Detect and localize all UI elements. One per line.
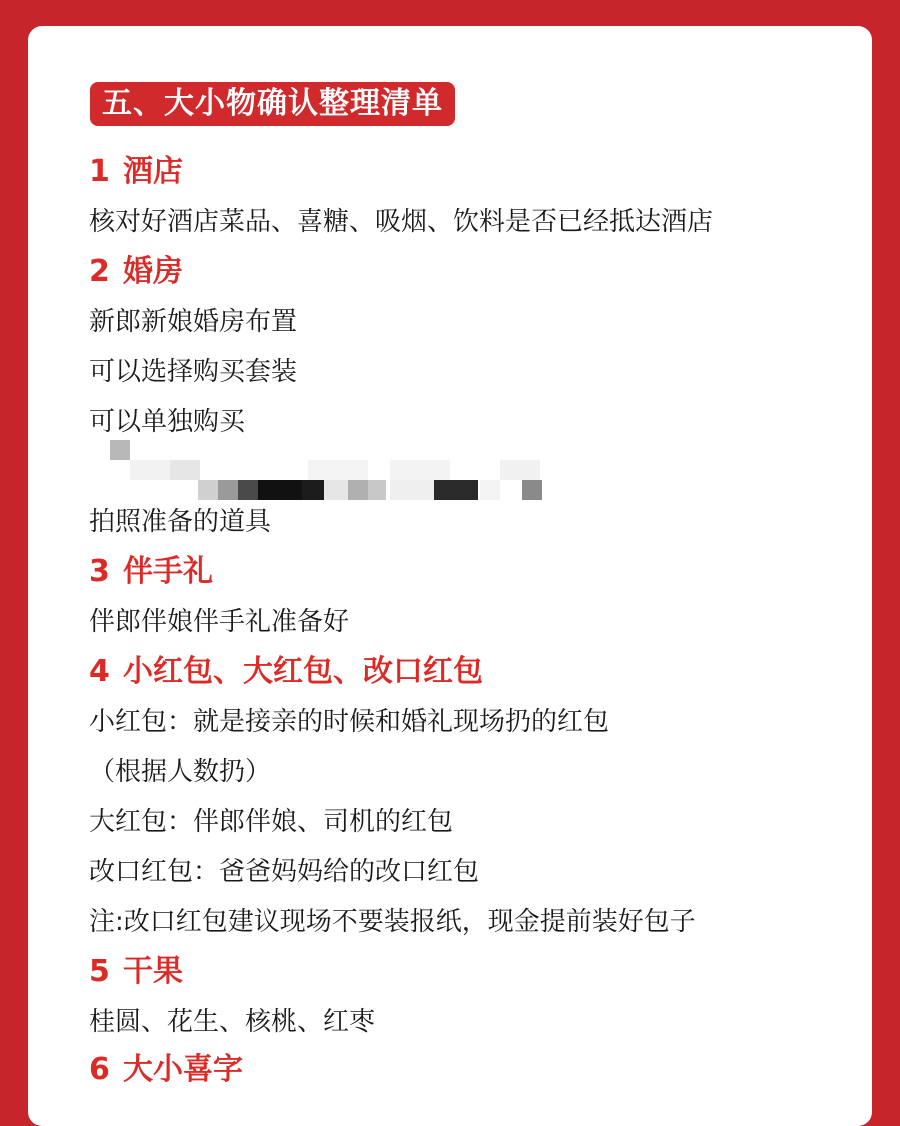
- section-heading-4: [89, 654, 483, 690]
- section-title: 大小喜字: [123, 1052, 243, 1087]
- list-item: 可以单独购买: [89, 407, 246, 437]
- section-title: 伴手礼: [123, 554, 213, 589]
- list-item: 小红包：就是接亲的时候和婚礼现场扔的红包: [89, 707, 610, 737]
- section-heading-5: [89, 954, 183, 990]
- list-item: 新郎新娘婚房布置: [89, 307, 298, 337]
- section-title: 酒店: [123, 154, 183, 189]
- section-title: 小红包、大红包、改口红包: [123, 654, 483, 689]
- section-heading-6: [89, 1052, 243, 1088]
- list-item: 可以选择购买套装: [89, 357, 298, 387]
- list-item: 改口红包：爸爸妈妈给的改口红包: [89, 857, 480, 887]
- section-heading-3: [89, 554, 213, 590]
- section-title: 婚房: [123, 254, 183, 289]
- section-number: 6: [89, 1052, 110, 1087]
- section-number: 2: [89, 254, 110, 289]
- section-number: 3: [89, 554, 110, 589]
- list-item: 核对好酒店菜品、喜糖、吸烟、饮料是否已经抵达酒店: [89, 207, 714, 237]
- section-heading-2: [89, 254, 183, 290]
- section-number: 1: [89, 154, 110, 189]
- list-item: 拍照准备的道具: [89, 507, 272, 537]
- page-title: 五、大小物确认整理清单: [90, 82, 455, 126]
- section-number: 5: [89, 954, 110, 989]
- redacted-area: [90, 440, 550, 500]
- list-item: 注:改口红包建议现场不要装报纸，现金提前装好包子: [89, 907, 696, 937]
- section-number: 4: [89, 654, 110, 689]
- list-item: （根据人数扔）: [89, 757, 272, 787]
- section-title: 干果: [123, 954, 183, 989]
- section-heading-1: [89, 154, 183, 190]
- list-item: 大红包：伴郎伴娘、司机的红包: [89, 807, 454, 837]
- list-item: 伴郎伴娘伴手礼准备好: [89, 607, 350, 637]
- list-item: 桂圆、花生、核桃、红枣: [89, 1007, 376, 1037]
